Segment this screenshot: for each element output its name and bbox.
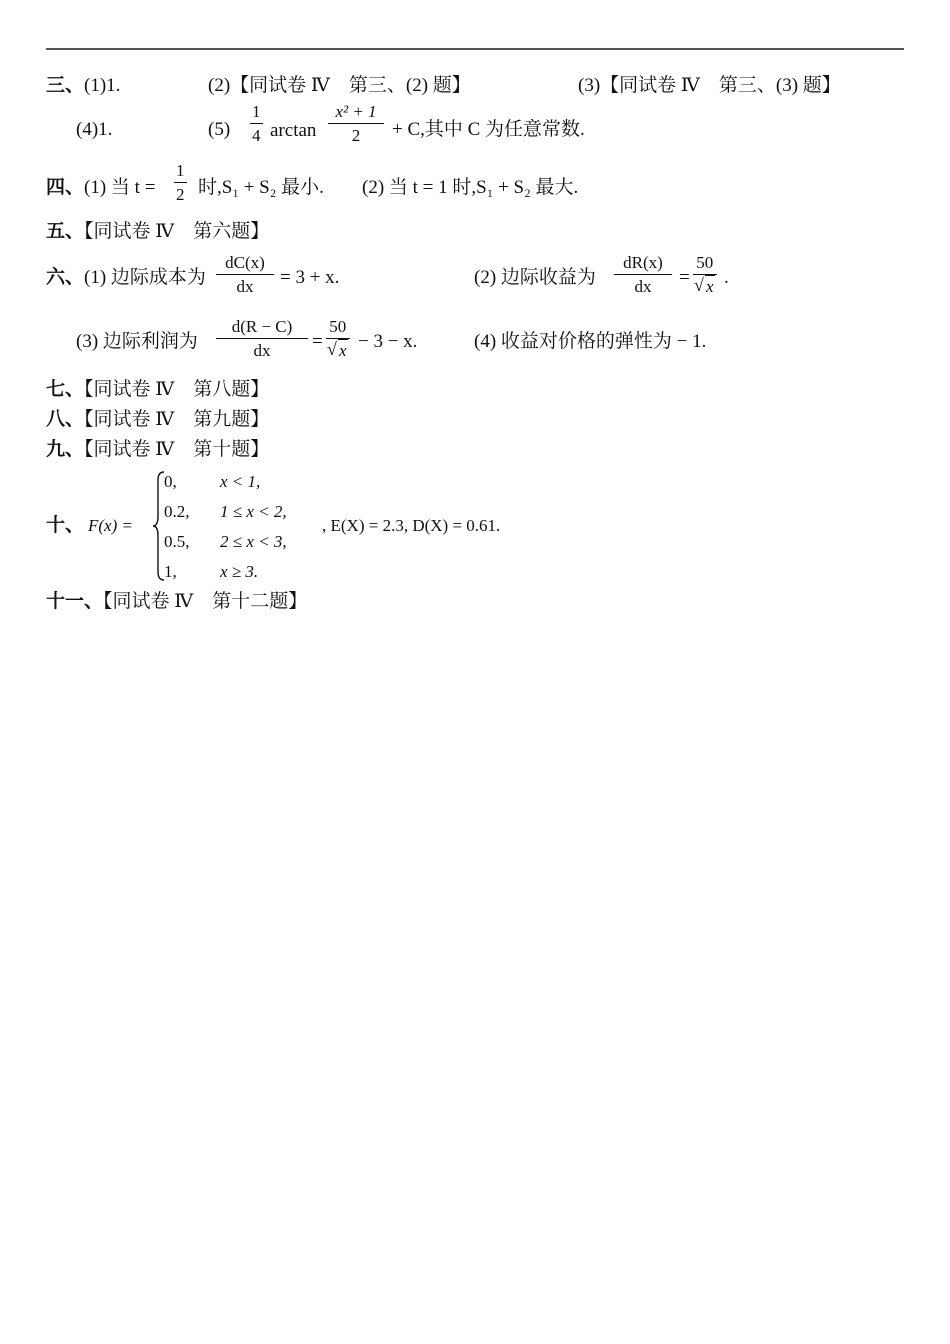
section-10-row	[46, 516, 84, 535]
s5-text: 【同试卷 Ⅳ 第六题】	[84, 221, 270, 242]
section-7-row	[46, 380, 269, 399]
section-8-row	[46, 410, 269, 429]
numerator: 1	[252, 102, 261, 121]
numerator: 50	[329, 317, 347, 336]
s10-function: F(x) =	[88, 516, 133, 535]
s6-part-2-eq: =	[679, 267, 690, 288]
denominator: 4	[250, 123, 263, 144]
case-1-value: 0,	[164, 472, 177, 491]
numerator: x² + 1	[335, 102, 377, 121]
denominator	[693, 274, 717, 295]
case-3-value: 0.5,	[164, 532, 190, 551]
case-3-condition: 2 ≤ x < 3,	[220, 532, 287, 551]
section-10-label: 十、	[46, 515, 85, 536]
numerator: dC(x)	[225, 253, 265, 272]
section-11-row	[46, 592, 307, 611]
s4-part-1-tail: 时,S₁ + S₂ 最小.	[198, 177, 324, 198]
s3-part-4: (4)1.	[76, 119, 113, 140]
denominator: 2	[328, 123, 384, 144]
s3-part-3: (3)【同试卷 Ⅳ 第三、(3) 题】	[578, 75, 841, 96]
section-7-label: 七、	[46, 379, 85, 400]
denominator: dx	[216, 338, 308, 359]
section-4-row	[46, 178, 155, 197]
s9-text: 【同试卷 Ⅳ 第十题】	[84, 439, 270, 460]
s6-fraction-50-a	[693, 254, 717, 295]
s6-part-1: (1) 边际成本为	[84, 267, 206, 288]
s6-part-1-tail: = 3 + x.	[280, 267, 340, 288]
numerator: 1	[176, 161, 185, 180]
s6-fraction-50-b	[326, 318, 350, 359]
s8-text: 【同试卷 Ⅳ 第九题】	[84, 409, 270, 430]
denominator: dx	[216, 274, 274, 295]
s3-part-1: (1)1.	[84, 75, 121, 96]
section-8-label: 八、	[46, 409, 85, 430]
case-1-condition: x < 1,	[220, 472, 261, 491]
s6-part-3-eq: =	[312, 331, 323, 352]
section-5-row	[46, 222, 269, 241]
s3-fraction-quarter	[250, 103, 263, 144]
s6-fraction-drc	[216, 318, 308, 359]
s6-part-3: (3) 边际利润为	[76, 331, 198, 352]
case-2-condition: 1 ≤ x < 2,	[220, 502, 287, 521]
s3-arctan: arctan	[270, 120, 317, 141]
denominator: dx	[614, 274, 672, 295]
s6-part-4: (4) 收益对价格的弹性为 − 1.	[474, 331, 707, 352]
sqrt-radicand: x	[339, 341, 347, 360]
section-9-label: 九、	[46, 439, 85, 460]
numerator: dR(x)	[623, 253, 663, 272]
s4-part-2: (2) 当 t = 1 时,S₁ + S₂ 最大.	[362, 177, 579, 198]
denominator	[326, 338, 350, 359]
section-3-row-1	[46, 76, 120, 95]
s3-fraction-arg	[328, 103, 384, 144]
s4-fraction-half	[174, 162, 187, 203]
top-rule	[46, 48, 904, 50]
s10-expectation-variance: , E(X) = 2.3, D(X) = 0.61.	[322, 516, 501, 535]
denominator: 2	[174, 182, 187, 203]
section-3-label: 三、	[46, 75, 85, 96]
s7-text: 【同试卷 Ⅳ 第八题】	[84, 379, 270, 400]
section-4-label: 四、	[46, 177, 85, 198]
s3-part-2: (2)【同试卷 Ⅳ 第三、(2) 题】	[208, 75, 471, 96]
section-6-label: 六、	[46, 267, 85, 288]
s6-part-2-tail: .	[724, 267, 729, 288]
s3-part-5-label: (5)	[208, 119, 231, 140]
case-2-value: 0.2,	[164, 502, 190, 521]
s6-fraction-dc	[216, 254, 274, 295]
s4-part-1: (1) 当 t =	[84, 177, 156, 198]
section-6-row-1	[46, 268, 206, 287]
s6-part-2: (2) 边际收益为	[474, 267, 596, 288]
sqrt-radicand: x	[706, 277, 714, 296]
numerator: 50	[696, 253, 714, 272]
case-4-condition: x ≥ 3.	[220, 562, 259, 581]
section-5-label: 五、	[46, 221, 85, 242]
s6-part-3-tail: − 3 − x.	[358, 331, 418, 352]
section-9-row	[46, 440, 269, 459]
s11-text: 【同试卷 Ⅳ 第十二题】	[103, 591, 308, 612]
numerator: d(R − C)	[231, 317, 293, 336]
s6-fraction-dr	[614, 254, 672, 295]
s3-part-5-tail: + C,其中 C 为任意常数.	[392, 119, 585, 140]
case-4-value: 1,	[164, 562, 177, 581]
section-11-label: 十一、	[46, 591, 104, 612]
